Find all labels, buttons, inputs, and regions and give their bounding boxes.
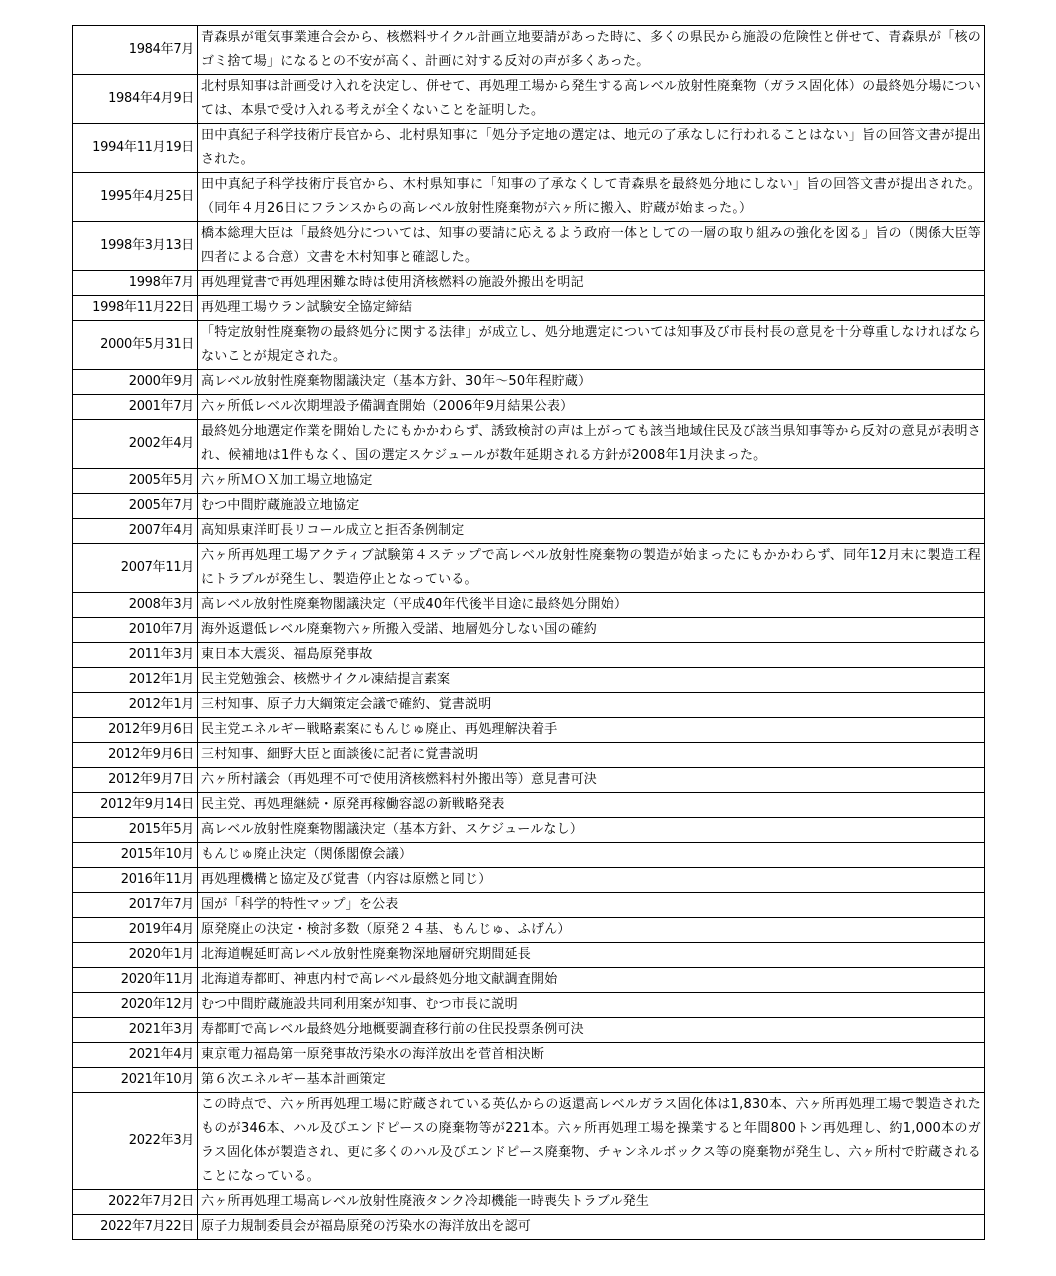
event-cell: 再処理覚書で再処理困難な時は使用済核燃料の施設外搬出を明記	[198, 271, 985, 296]
table-row	[73, 843, 985, 868]
event-cell: 東日本大震災、福島原発事故	[198, 643, 985, 668]
date-cell: 2020年11月	[73, 968, 198, 993]
date-cell: 2016年11月	[73, 868, 198, 893]
date-cell: 2021年3月	[73, 1018, 198, 1043]
event-cell: 高レベル放射性廃棄物閣議決定（平成40年代後半目途に最終処分開始）	[198, 593, 985, 618]
event-cell: 北村県知事は計画受け入れを決定し、併せて、再処理工場から発生する高レベル放射性廃棄物（ガラス固化体）の最終処分場については、本県で受け入れる考えが全くないことを証明した。	[198, 75, 985, 124]
date-cell: 2012年1月	[73, 668, 198, 693]
date-cell: 2001年7月	[73, 395, 198, 420]
event-cell: 北海道幌延町高レベル放射性廃棄物深地層研究期間延長	[198, 943, 985, 968]
date-cell: 2007年11月	[73, 544, 198, 593]
date-cell: 1998年7月	[73, 271, 198, 296]
date-cell: 2022年7月22日	[73, 1215, 198, 1240]
event-cell: 三村知事、細野大臣と面談後に記者に覚書説明	[198, 743, 985, 768]
date-cell: 2021年4月	[73, 1043, 198, 1068]
table-row	[73, 222, 985, 271]
event-cell: 再処理機構と協定及び覚書（内容は原燃と同じ）	[198, 868, 985, 893]
event-cell: 高知県東洋町長リコール成立と拒否条例制定	[198, 519, 985, 544]
table-row	[73, 26, 985, 75]
date-cell: 2017年7月	[73, 893, 198, 918]
event-cell: 「特定放射性廃棄物の最終処分に関する法律」が成立し、処分地選定については知事及び市長村長の意見を十分尊重しなければならないことが規定された。	[198, 321, 985, 370]
event-cell: 田中真紀子科学技術庁長官から、北村県知事に「処分予定地の選定は、地元の了承なしに行われることはない」旨の回答文書が提出された。	[198, 124, 985, 173]
event-cell: 高レベル放射性廃棄物閣議決定（基本方針、30年～50年程貯蔵）	[198, 370, 985, 395]
timeline-table-container	[72, 25, 984, 1240]
date-cell: 2012年9月14日	[73, 793, 198, 818]
table-row	[73, 124, 985, 173]
table-row	[73, 420, 985, 469]
date-cell: 1984年7月	[73, 26, 198, 75]
event-cell: 民主党勉強会、核燃サイクル凍結提言素案	[198, 668, 985, 693]
table-row	[73, 968, 985, 993]
event-cell: 民主党、再処理継続・原発再稼働容認の新戦略発表	[198, 793, 985, 818]
table-row	[73, 868, 985, 893]
event-cell: 六ヶ所ＭＯＸ加工場立地協定	[198, 469, 985, 494]
date-cell: 2012年9月7日	[73, 768, 198, 793]
date-cell: 2008年3月	[73, 593, 198, 618]
table-row	[73, 469, 985, 494]
event-cell: この時点で、六ヶ所再処理工場に貯蔵されている英仏からの返還高レベルガラス固化体は1,830本、六ヶ所再処理工場で製造されたものが346本、ハル及びエンドピースの廃棄物等が221本。六ヶ所再処理工場を操業すると年間800トン再処理し、約1,000本のガラス固化体が製造され、更に多くのハル及びエンドピース廃棄物、チャンネルボックス等の廃棄物が発生し、六ヶ所村で貯蔵されることになっている。	[198, 1093, 985, 1190]
date-cell: 2005年7月	[73, 494, 198, 519]
event-cell: 六ヶ所再処理工場高レベル放射性廃液タンク冷却機能一時喪失トラブル発生	[198, 1190, 985, 1215]
event-cell: 東京電力福島第一原発事故汚染水の海洋放出を菅首相決断	[198, 1043, 985, 1068]
date-cell: 2011年3月	[73, 643, 198, 668]
table-row	[73, 321, 985, 370]
table-row	[73, 544, 985, 593]
event-cell: むつ中間貯蔵施設立地協定	[198, 494, 985, 519]
timeline-table	[72, 25, 985, 1240]
table-row	[73, 370, 985, 395]
event-cell: 国が「科学的特性マップ」を公表	[198, 893, 985, 918]
table-row	[73, 718, 985, 743]
table-row	[73, 1190, 985, 1215]
date-cell: 2010年7月	[73, 618, 198, 643]
event-cell: 寿都町で高レベル最終処分地概要調査移行前の住民投票条例可決	[198, 1018, 985, 1043]
table-row	[73, 743, 985, 768]
event-cell: 青森県が電気事業連合会から、核燃料サイクル計画立地要請があった時に、多くの県民から施設の危険性と併せて、青森県が「核のゴミ捨て場」になるとの不安が高く、計画に対する反対の声が多くあった。	[198, 26, 985, 75]
date-cell: 2002年4月	[73, 420, 198, 469]
table-row	[73, 1093, 985, 1190]
table-row	[73, 395, 985, 420]
event-cell: 北海道寿都町、神恵内村で高レベル最終処分地文献調査開始	[198, 968, 985, 993]
table-row	[73, 918, 985, 943]
table-row	[73, 893, 985, 918]
event-cell: 六ヶ所村議会（再処理不可で使用済核燃料村外搬出等）意見書可決	[198, 768, 985, 793]
date-cell: 2000年5月31日	[73, 321, 198, 370]
table-row	[73, 271, 985, 296]
event-cell: 海外返還低レベル廃棄物六ヶ所搬入受諾、地層処分しない国の確約	[198, 618, 985, 643]
table-row	[73, 296, 985, 321]
date-cell: 1998年11月22日	[73, 296, 198, 321]
table-row	[73, 693, 985, 718]
table-row	[73, 643, 985, 668]
event-cell: むつ中間貯蔵施設共同利用案が知事、むつ市長に説明	[198, 993, 985, 1018]
table-row	[73, 618, 985, 643]
table-row	[73, 1018, 985, 1043]
table-row	[73, 75, 985, 124]
event-cell: 六ヶ所再処理工場アクティブ試験第４ステップで高レベル放射性廃棄物の製造が始まったにもかかわらず、同年12月末に製造工程にトラブルが発生し、製造停止となっている。	[198, 544, 985, 593]
date-cell: 2012年1月	[73, 693, 198, 718]
table-row	[73, 173, 985, 222]
table-row	[73, 1043, 985, 1068]
date-cell: 1995年4月25日	[73, 173, 198, 222]
date-cell: 2005年5月	[73, 469, 198, 494]
date-cell: 1984年4月9日	[73, 75, 198, 124]
date-cell: 2012年9月6日	[73, 718, 198, 743]
date-cell: 1998年3月13日	[73, 222, 198, 271]
event-cell: 民主党エネルギー戦略素案にもんじゅ廃止、再処理解決着手	[198, 718, 985, 743]
date-cell: 2015年10月	[73, 843, 198, 868]
date-cell: 2015年5月	[73, 818, 198, 843]
date-cell: 2022年3月	[73, 1093, 198, 1190]
date-cell: 2022年7月2日	[73, 1190, 198, 1215]
event-cell: 橋本総理大臣は「最終処分については、知事の要請に応えるよう政府一体としての一層の取り組みの強化を図る」旨の（関係大臣等四者による合意）文書を木村知事と確認した。	[198, 222, 985, 271]
table-row	[73, 993, 985, 1018]
date-cell: 2020年1月	[73, 943, 198, 968]
table-row	[73, 793, 985, 818]
table-row	[73, 494, 985, 519]
event-cell: 第６次エネルギー基本計画策定	[198, 1068, 985, 1093]
date-cell: 2012年9月6日	[73, 743, 198, 768]
table-row	[73, 1215, 985, 1240]
event-cell: 最終処分地選定作業を開始したにもかかわらず、誘致検討の声は上がっても該当地域住民及び該当県知事等から反対の意見が表明され、候補地は1件もなく、国の選定スケジュールが数年延期される方針が2008年1月決まった。	[198, 420, 985, 469]
event-cell: 原発廃止の決定・検討多数（原発２４基、もんじゅ、ふげん）	[198, 918, 985, 943]
date-cell: 2019年4月	[73, 918, 198, 943]
event-cell: 原子力規制委員会が福島原発の汚染水の海洋放出を認可	[198, 1215, 985, 1240]
table-row	[73, 593, 985, 618]
event-cell: 高レベル放射性廃棄物閣議決定（基本方針、スケジュールなし）	[198, 818, 985, 843]
table-row	[73, 818, 985, 843]
table-row	[73, 668, 985, 693]
date-cell: 2021年10月	[73, 1068, 198, 1093]
table-row	[73, 768, 985, 793]
event-cell: 再処理工場ウラン試験安全協定締結	[198, 296, 985, 321]
date-cell: 1994年11月19日	[73, 124, 198, 173]
event-cell: 田中真紀子科学技術庁長官から、木村県知事に「知事の了承なくして青森県を最終処分地にしない」旨の回答文書が提出された。（同年４月26日にフランスからの高レベル放射性廃棄物が六ヶ所に搬入、貯蔵が始まった。）	[198, 173, 985, 222]
table-row	[73, 519, 985, 544]
table-row	[73, 943, 985, 968]
table-row	[73, 1068, 985, 1093]
timeline-body	[73, 26, 985, 1240]
event-cell: もんじゅ廃止決定（関係閣僚会議）	[198, 843, 985, 868]
date-cell: 2000年9月	[73, 370, 198, 395]
date-cell: 2007年4月	[73, 519, 198, 544]
event-cell: 六ヶ所低レベル次期埋設予備調査開始（2006年9月結果公表）	[198, 395, 985, 420]
date-cell: 2020年12月	[73, 993, 198, 1018]
event-cell: 三村知事、原子力大綱策定会議で確約、覚書説明	[198, 693, 985, 718]
